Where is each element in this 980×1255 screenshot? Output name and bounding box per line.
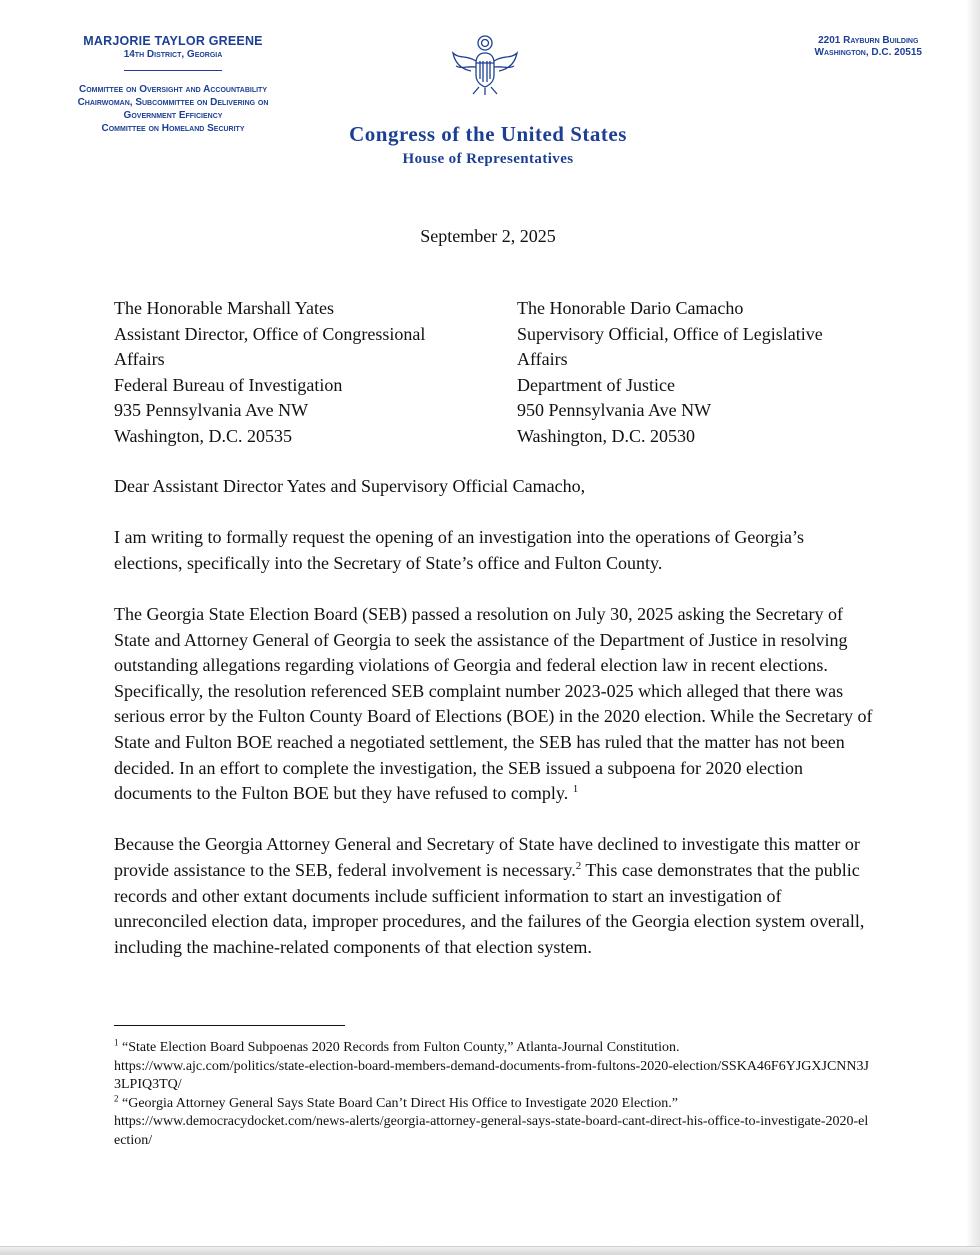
footnote-divider — [114, 1025, 345, 1026]
letterhead-divider — [124, 70, 222, 71]
committee-line: Committee on Oversight and Accountability — [79, 84, 267, 95]
recipient-doj — [517, 296, 897, 450]
footnote-ref: 2 — [575, 859, 582, 872]
recipient-line: Supervisory Official, Office of Legislative — [517, 323, 823, 344]
page-edge-shadow — [966, 0, 980, 1255]
body-paragraph-text: This case demonstrates that the public records and other extant documents include sufficient information to start an investigation of unreconciled election data, improper procedures, and the failures of the Georgia election system overall, including the machine-related components of that election system. — [114, 859, 865, 957]
recipient-line: Assistant Director, Office of Congressional — [114, 323, 426, 344]
office-line: 2201 Rayburn Building — [818, 35, 919, 46]
recipient-line: Washington, D.C. 20530 — [517, 425, 696, 446]
body-paragraph: I am writing to formally request the opening of an investigation into the operations of Georgia’s elections, specifically into the Secretary of State’s office and Fulton County. — [114, 527, 805, 573]
recipient-line: 950 Pennsylvania Ave NW — [517, 400, 712, 421]
recipient-line: Washington, D.C. 20535 — [114, 425, 293, 446]
footnote-number: 1 — [114, 1037, 119, 1048]
member-letterhead — [38, 34, 308, 135]
committee-line: Committee on Homeland Security — [101, 123, 245, 134]
footnote-number: 2 — [114, 1092, 119, 1103]
body-paragraph — [114, 832, 874, 960]
recipient-line: The Honorable Dario Camacho — [517, 298, 744, 318]
letter-body — [114, 474, 874, 986]
footnote-ref: 1 — [572, 783, 579, 796]
footnote — [114, 1039, 874, 1058]
footnote-text: “Georgia Attorney General Says State Board Can’t Direct His Office to Investigate 2020 Election.” — [118, 1095, 678, 1111]
recipient-line: Affairs — [114, 349, 165, 370]
salutation: Dear Assistant Director Yates and Supervisory Official Camacho, — [114, 476, 586, 496]
recipient-fbi — [114, 296, 494, 450]
recipient-line: Department of Justice — [517, 374, 675, 395]
committee-line: Government Efficiency — [123, 110, 223, 121]
recipient-line: Federal Bureau of Investigation — [114, 374, 343, 395]
office-line: Washington, D.C. 20515 — [814, 47, 922, 58]
great-seal-icon — [449, 33, 521, 97]
footnote-url[interactable]: https://www.ajc.com/politics/state-election-board-members-demand-documents-from-fultons-2020-election/SSKA46F6YJGXJCNN3J3LPIQ3TQ/ — [114, 1058, 869, 1092]
member-district: 14th District, Georgia — [123, 49, 223, 60]
body-paragraph-text: The Georgia State Election Board (SEB) passed a resolution on July 30, 2025 asking the Secretary of State and Attorney General of Georgia to seek the assistance of the Department of Justice in resolving outstanding allegations regarding violations of Georgia and federal election law in recent elections. Specifically, the resolution referenced SEB complaint number 2023-025 which alleged that there was serious error by the Fulton County Board of Elections (BOE) in the 2020 election. While the Secretary of State and Fulton BOE reached a negotiated settlement, the SEB has ruled that the matter has not been decided. In an effort to complete the investigation, the SEB issued a subpoena for 2020 election documents to the Fulton BOE but they have refused to comply. — [114, 603, 873, 804]
body-paragraph-text: Because the Georgia Attorney General and Secretary of State have declined to investigate this matter or provide assistance to the SEB, federal involvement is necessary. — [114, 834, 860, 880]
footnote-url[interactable]: https://www.democracydocket.com/news-alerts/georgia-attorney-general-says-state-board-cant-direct-his-office-to-investigate-2020-election/ — [114, 1114, 869, 1148]
committee-line: Chairwoman, Subcommittee on Delivering on — [77, 97, 269, 108]
recipient-line: 935 Pennsylvania Ave NW — [114, 400, 309, 421]
office-address — [815, 35, 922, 59]
house-title: House of Representatives — [402, 151, 574, 167]
footnote-text: “State Election Board Subpoenas 2020 Records from Fulton County,” Atlanta-Journal Constitution. — [118, 1040, 680, 1055]
recipient-line: The Honorable Marshall Yates — [114, 298, 334, 318]
footnote — [114, 1092, 874, 1114]
viewer-bottom-bar — [0, 1246, 980, 1255]
congress-title: Congress of the United States — [349, 122, 627, 146]
member-name: MARJORIE TAYLOR GREENE — [83, 34, 263, 48]
letter-date: September 2, 2025 — [420, 226, 556, 246]
body-paragraph — [114, 602, 874, 807]
recipient-line: Affairs — [517, 349, 568, 370]
footnotes — [114, 1039, 874, 1150]
